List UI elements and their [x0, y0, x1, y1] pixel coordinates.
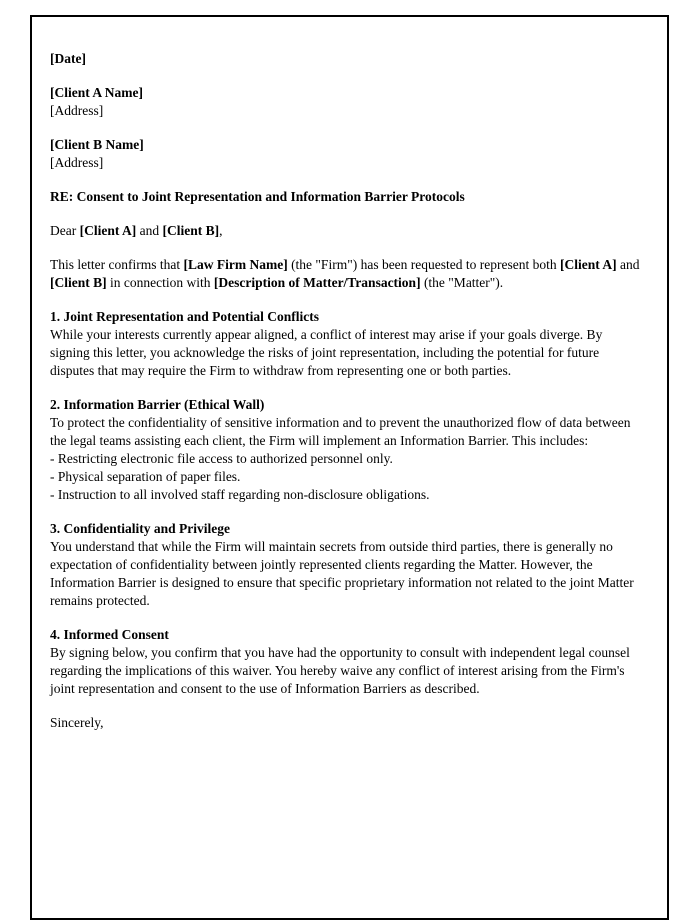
intro-text-1: This letter confirms that: [50, 257, 184, 272]
client-b-placeholder: [Client B]: [162, 223, 220, 238]
intro-text-4: in connection with: [106, 275, 214, 290]
section-body: While your interests currently appear aligned, a conflict of interest may arise if your goals diverge. By signing this letter, you acknowledge the risks of joint representation, including the potential for future disputes that may require the Firm to withdraw from representing one or both parties.: [50, 327, 603, 378]
section-body: By signing below, you confirm that you have had the opportunity to consult with independent legal counsel regarding the implications of this waiver. You hereby waive any conflict of interest arising from the Firm's joint representation and consent to the use of Information Barriers as described.: [50, 645, 630, 696]
letter-page: [30, 15, 669, 920]
recipient-a-block: [50, 84, 641, 120]
subject-line: RE: Consent to Joint Representation and Information Barrier Protocols: [50, 189, 465, 204]
law-firm-placeholder: [Law Firm Name]: [183, 257, 288, 272]
section-informed-consent: [50, 626, 641, 698]
salutation-connector: and: [136, 223, 163, 238]
salutation-text: Dear: [50, 223, 80, 238]
bullet-item: - Physical separation of paper files.: [50, 469, 241, 484]
section-body: To protect the confidentiality of sensitive information and to prevent the unauthorized flow of data between the legal teams assisting each client, the Firm will implement an Information Barrier. This includes:: [50, 415, 631, 448]
client-b-placeholder: [Client B]: [50, 275, 107, 290]
client-b-address: [Address]: [50, 155, 104, 170]
client-a-name: [Client A Name]: [50, 85, 143, 100]
section-heading: 2. Information Barrier (Ethical Wall): [50, 397, 265, 412]
bullet-item: - Instruction to all involved staff regarding non-disclosure obligations.: [50, 487, 430, 502]
intro-text-2: (the "Firm") has been requested to represent both: [287, 257, 561, 272]
recipient-b-block: [50, 136, 641, 172]
client-a-placeholder: [Client A]: [79, 223, 137, 238]
section-information-barrier: [50, 396, 641, 504]
bullet-item: - Restricting electronic file access to authorized personnel only.: [50, 451, 393, 466]
section-confidentiality-privilege: [50, 520, 641, 610]
intro-text-5: (the "Matter").: [420, 275, 504, 290]
closing: Sincerely,: [50, 715, 104, 730]
date-placeholder: [Date]: [50, 51, 86, 66]
salutation-end: ,: [219, 223, 223, 238]
section-heading: 4. Informed Consent: [50, 627, 169, 642]
section-joint-representation: [50, 308, 641, 380]
intro-paragraph: [50, 256, 641, 292]
section-heading: 3. Confidentiality and Privilege: [50, 521, 230, 536]
client-a-address: [Address]: [50, 103, 104, 118]
section-heading: 1. Joint Representation and Potential Conflicts: [50, 309, 319, 324]
client-a-placeholder: [Client A]: [560, 257, 617, 272]
section-body: You understand that while the Firm will maintain secrets from outside third parties, there is generally no expectation of confidentiality between jointly represented clients regarding the Matter. However, the Information Barrier is designed to ensure that specific proprietary information not related to the joint Matter remains protected.: [50, 539, 634, 608]
intro-text-3: and: [616, 257, 640, 272]
matter-placeholder: [Description of Matter/Transaction]: [213, 275, 421, 290]
salutation: [50, 222, 641, 240]
client-b-name: [Client B Name]: [50, 137, 144, 152]
